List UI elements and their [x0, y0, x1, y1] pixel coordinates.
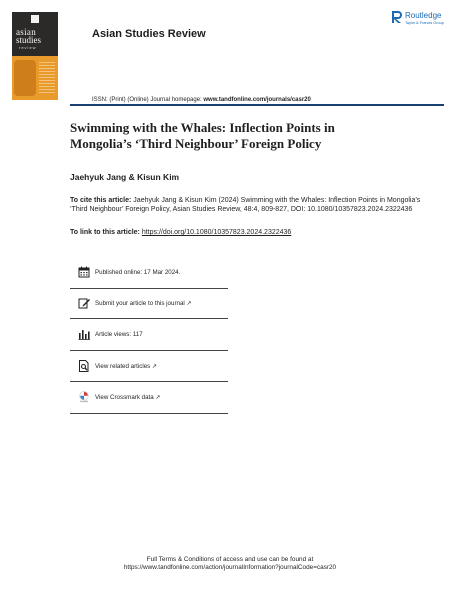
link-label: To link to this article: [70, 229, 140, 236]
header-rule [70, 104, 444, 106]
cover-contents [39, 62, 55, 94]
journal-title[interactable]: Asian Studies Review [92, 28, 206, 40]
crossmark-icon [78, 391, 90, 403]
published-date: Published online: 17 Mar 2024. [95, 269, 181, 276]
cite-label: To cite this article: [70, 197, 132, 204]
article-title-line1: Swimming with the Whales: Inflection Points in [70, 120, 335, 135]
external-link-icon: ↗ [155, 395, 161, 401]
submit-label-wrap [95, 300, 192, 307]
divider [70, 350, 228, 351]
cover-map-icon [14, 60, 36, 96]
divider [70, 381, 228, 382]
authors: Jaehyuk Jang & Kisun Kim [70, 172, 180, 182]
views-count: Article views: 117 [95, 331, 143, 338]
publisher-name: Routledge [405, 11, 442, 20]
divider [70, 413, 228, 414]
external-link-icon: ↗ [186, 301, 192, 307]
related-label-wrap [95, 363, 157, 370]
crossmark-link[interactable] [78, 391, 228, 409]
article-link [70, 229, 422, 238]
journal-homepage-link[interactable]: www.tandfonline.com/journals/casr20 [203, 97, 311, 103]
search-document-icon [78, 360, 90, 372]
journal-cover [12, 12, 58, 100]
issn-line [92, 97, 311, 103]
submit-article-link[interactable] [78, 297, 228, 315]
issn-label: ISSN: (Print) (Online) Journal homepage: [92, 97, 202, 103]
external-link-icon: ↗ [152, 364, 158, 370]
article-title-line2: Mongolia’s ‘Third Neighbour’ Foreign Policy [70, 136, 322, 151]
divider [70, 288, 228, 289]
crossmark-caption: CrossMark [79, 401, 89, 403]
bar-chart-icon [78, 328, 90, 340]
related-label: View related articles [95, 363, 151, 370]
calendar-icon [78, 266, 90, 278]
footer [70, 556, 390, 572]
cover-title-line2: studies [16, 35, 42, 45]
publisher-subtitle: Taylor & Francis Group [405, 21, 444, 25]
edit-icon [78, 297, 90, 309]
citation [70, 197, 422, 215]
published-info [78, 266, 228, 284]
doi-link[interactable]: https://doi.org/10.1080/10357823.2024.2322436 [141, 229, 292, 236]
footer-terms: Full Terms & Conditions of access and use can be found at [146, 556, 314, 563]
footer-terms-link[interactable]: https://www.tandfonline.com/action/journalInformation?journalCode=casr20 [123, 564, 337, 571]
crest-icon [31, 15, 39, 23]
crossmark-label: View Crossmark data [95, 394, 154, 401]
submit-label: Submit your article to this journal [95, 300, 185, 307]
crossmark-label-wrap [95, 394, 160, 401]
divider [70, 318, 228, 319]
related-articles-link[interactable] [78, 360, 228, 378]
article-views [78, 328, 228, 346]
cite-text: Jaehyuk Jang & Kisun Kim (2024) Swimming with the Whales: Inflection Points in Mongolia’s ‘Third Neighbour’ Foreign Policy, Asian Studies Review, 48:4, 809-827, DOI: 10.1080/10357823.2024.2322436 [70, 197, 421, 213]
article-title [70, 120, 430, 152]
routledge-logo-icon [390, 10, 404, 24]
cover-title-line3: review [19, 45, 37, 50]
cover-title-line1: asian [16, 27, 36, 37]
